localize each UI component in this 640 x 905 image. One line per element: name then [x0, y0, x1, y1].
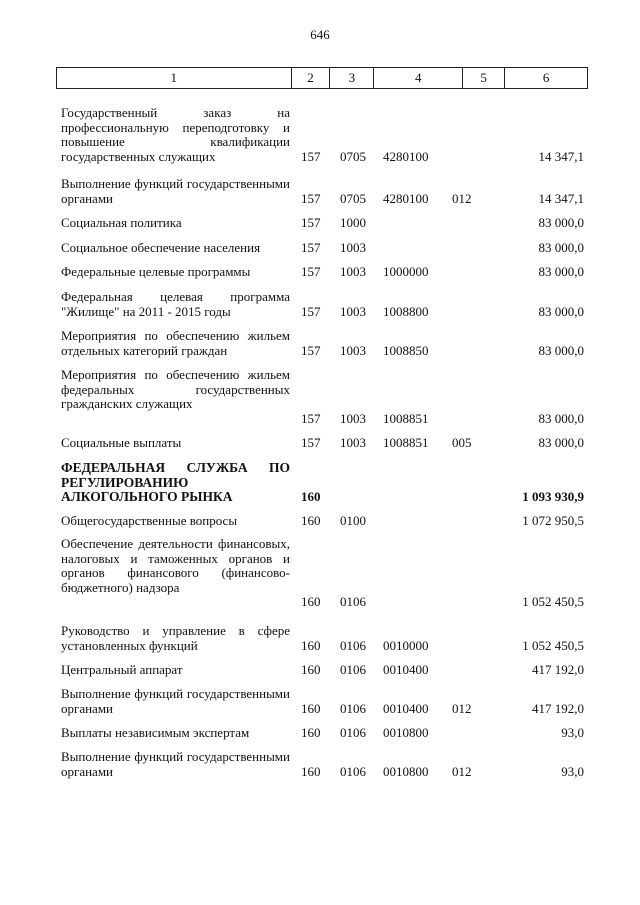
row-amount: 93,0: [561, 763, 584, 779]
row-code-ministry: 160: [301, 662, 321, 677]
budget-table-body: [0, 106, 640, 789]
row-code-article: 0010800: [383, 725, 429, 740]
row-name: Общегосударственные вопросы: [61, 513, 238, 528]
row-amount: 93,0: [561, 725, 584, 740]
row-code-article: 1008850: [383, 342, 429, 358]
row-code-expense-type: 012: [452, 700, 472, 716]
table-row: [0, 329, 640, 368]
row-name: Мероприятия по обеспечению жильем федеральных государственных гражданских служащих: [61, 367, 290, 411]
column-header-6: 6: [505, 68, 588, 89]
row-code-article: 1008851: [383, 435, 429, 450]
row-code-article: 1008851: [383, 410, 429, 426]
row-code-ministry: 157: [301, 239, 321, 255]
table-row-agency-heading: [0, 461, 640, 514]
row-amount: 14 347,1: [538, 148, 584, 164]
row-code-ministry: 160: [301, 637, 321, 653]
row-amount: 1 052 450,5: [522, 594, 584, 609]
column-header-table: [56, 67, 588, 89]
row-name: Центральный аппарат: [61, 662, 183, 677]
row-code-article: 1008800: [383, 303, 429, 319]
row-code-section: 1003: [340, 410, 366, 426]
row-code-section: 0106: [340, 763, 366, 779]
row-name: Социальная политика: [61, 215, 182, 230]
row-code-article: 0010000: [383, 637, 429, 653]
row-name: Социальные выплаты: [61, 435, 182, 450]
row-code-section: 0106: [340, 725, 366, 740]
row-code-ministry: 157: [301, 410, 321, 426]
row-amount: 83 000,0: [538, 239, 584, 255]
row-name: Выполнение функций государственными органами: [61, 176, 290, 206]
row-code-ministry: 160: [301, 700, 321, 716]
row-code-section: 1003: [340, 264, 366, 279]
row-name: ФЕДЕРАЛЬНАЯ СЛУЖБА ПО РЕГУЛИРОВАНИЮ АЛКОГОЛЬНОГО РЫНКА: [61, 460, 290, 504]
row-code-ministry: 157: [301, 264, 321, 279]
column-header-row: [57, 68, 588, 89]
row-amount: 1 093 930,9: [522, 489, 584, 504]
row-code-section: 1003: [340, 342, 366, 358]
row-amount: 1 052 450,5: [522, 637, 584, 653]
table-row: [0, 290, 640, 329]
table-row: [0, 726, 640, 750]
row-amount: 83 000,0: [538, 215, 584, 230]
row-amount: 417 192,0: [532, 662, 584, 677]
table-row: [0, 687, 640, 726]
row-name: Государственный заказ на профессиональную переподготовку и повышение квалификации государственных служащих: [61, 105, 290, 164]
row-code-article: 0010400: [383, 662, 429, 677]
row-amount: 83 000,0: [538, 410, 584, 426]
row-code-section: 0106: [340, 594, 366, 609]
column-header-4: 4: [374, 68, 463, 89]
row-code-ministry: 157: [301, 435, 321, 450]
row-code-section: 0705: [340, 190, 366, 206]
row-amount: 83 000,0: [538, 342, 584, 358]
table-row: [0, 624, 640, 663]
row-name: Руководство и управление в сфере установленных функций: [61, 623, 290, 653]
row-name: Федеральная целевая программа "Жилище" на 2011 - 2015 годы: [61, 289, 290, 319]
row-name: Федеральные целевые программы: [61, 264, 251, 279]
row-amount: 1 072 950,5: [522, 513, 584, 528]
column-header-1: 1: [57, 68, 292, 89]
row-code-expense-type: 005: [452, 435, 472, 450]
row-code-section: 0106: [340, 662, 366, 677]
row-code-article: 0010800: [383, 763, 429, 779]
row-code-section: 1003: [340, 435, 366, 450]
row-code-ministry: 160: [301, 763, 321, 779]
row-code-expense-type: 012: [452, 190, 472, 206]
table-row: [0, 537, 640, 624]
row-name: Социальное обеспечение населения: [61, 239, 261, 255]
row-amount: 83 000,0: [538, 303, 584, 319]
table-row: [0, 177, 640, 216]
row-amount: 417 192,0: [532, 700, 584, 716]
table-row: [0, 750, 640, 789]
row-amount: 14 347,1: [538, 190, 584, 206]
row-code-section: 0106: [340, 637, 366, 653]
row-code-section: 1003: [340, 303, 366, 319]
row-name: Выполнение функций государственными органами: [61, 749, 290, 779]
row-code-expense-type: 012: [452, 763, 472, 779]
column-header-2: 2: [291, 68, 330, 89]
table-row: [0, 514, 640, 537]
table-row: [0, 368, 640, 436]
row-code-article: 1000000: [383, 264, 429, 279]
row-code-ministry: 157: [301, 215, 321, 230]
row-name: Обеспечение деятельности финансовых, налоговых и таможенных органов и органов финансового (финансово-бюджетного) надзора: [61, 536, 290, 595]
page-number: 646: [310, 27, 330, 42]
row-code-article: 4280100: [383, 190, 429, 206]
row-code-ministry: 160: [301, 725, 321, 740]
row-code-ministry: 157: [301, 303, 321, 319]
row-code-section: 1003: [340, 239, 366, 255]
row-name: Мероприятия по обеспечению жильем отдельных категорий граждан: [61, 328, 290, 358]
table-row: [0, 216, 640, 241]
row-amount: 83 000,0: [538, 435, 584, 450]
row-code-ministry: 160: [301, 594, 321, 609]
row-code-ministry: 160: [301, 489, 321, 504]
column-header-3: 3: [330, 68, 374, 89]
row-code-article: 0010400: [383, 700, 429, 716]
row-code-section: 0106: [340, 700, 366, 716]
row-code-ministry: 157: [301, 148, 321, 164]
row-code-ministry: 157: [301, 342, 321, 358]
row-code-section: 0705: [340, 148, 366, 164]
row-code-section: 0100: [340, 513, 366, 528]
table-row: [0, 663, 640, 687]
row-amount: 83 000,0: [538, 264, 584, 279]
row-name: Выплаты независимым экспертам: [61, 725, 250, 740]
table-row: [0, 106, 640, 177]
row-code-section: 1000: [340, 215, 366, 230]
table-row: [0, 265, 640, 290]
column-header-5: 5: [463, 68, 505, 89]
row-code-ministry: 160: [301, 513, 321, 528]
row-code-ministry: 157: [301, 190, 321, 206]
row-code-article: 4280100: [383, 148, 429, 164]
table-row: [0, 436, 640, 461]
row-name: Выполнение функций государственными органами: [61, 686, 290, 716]
table-row: [0, 241, 640, 266]
